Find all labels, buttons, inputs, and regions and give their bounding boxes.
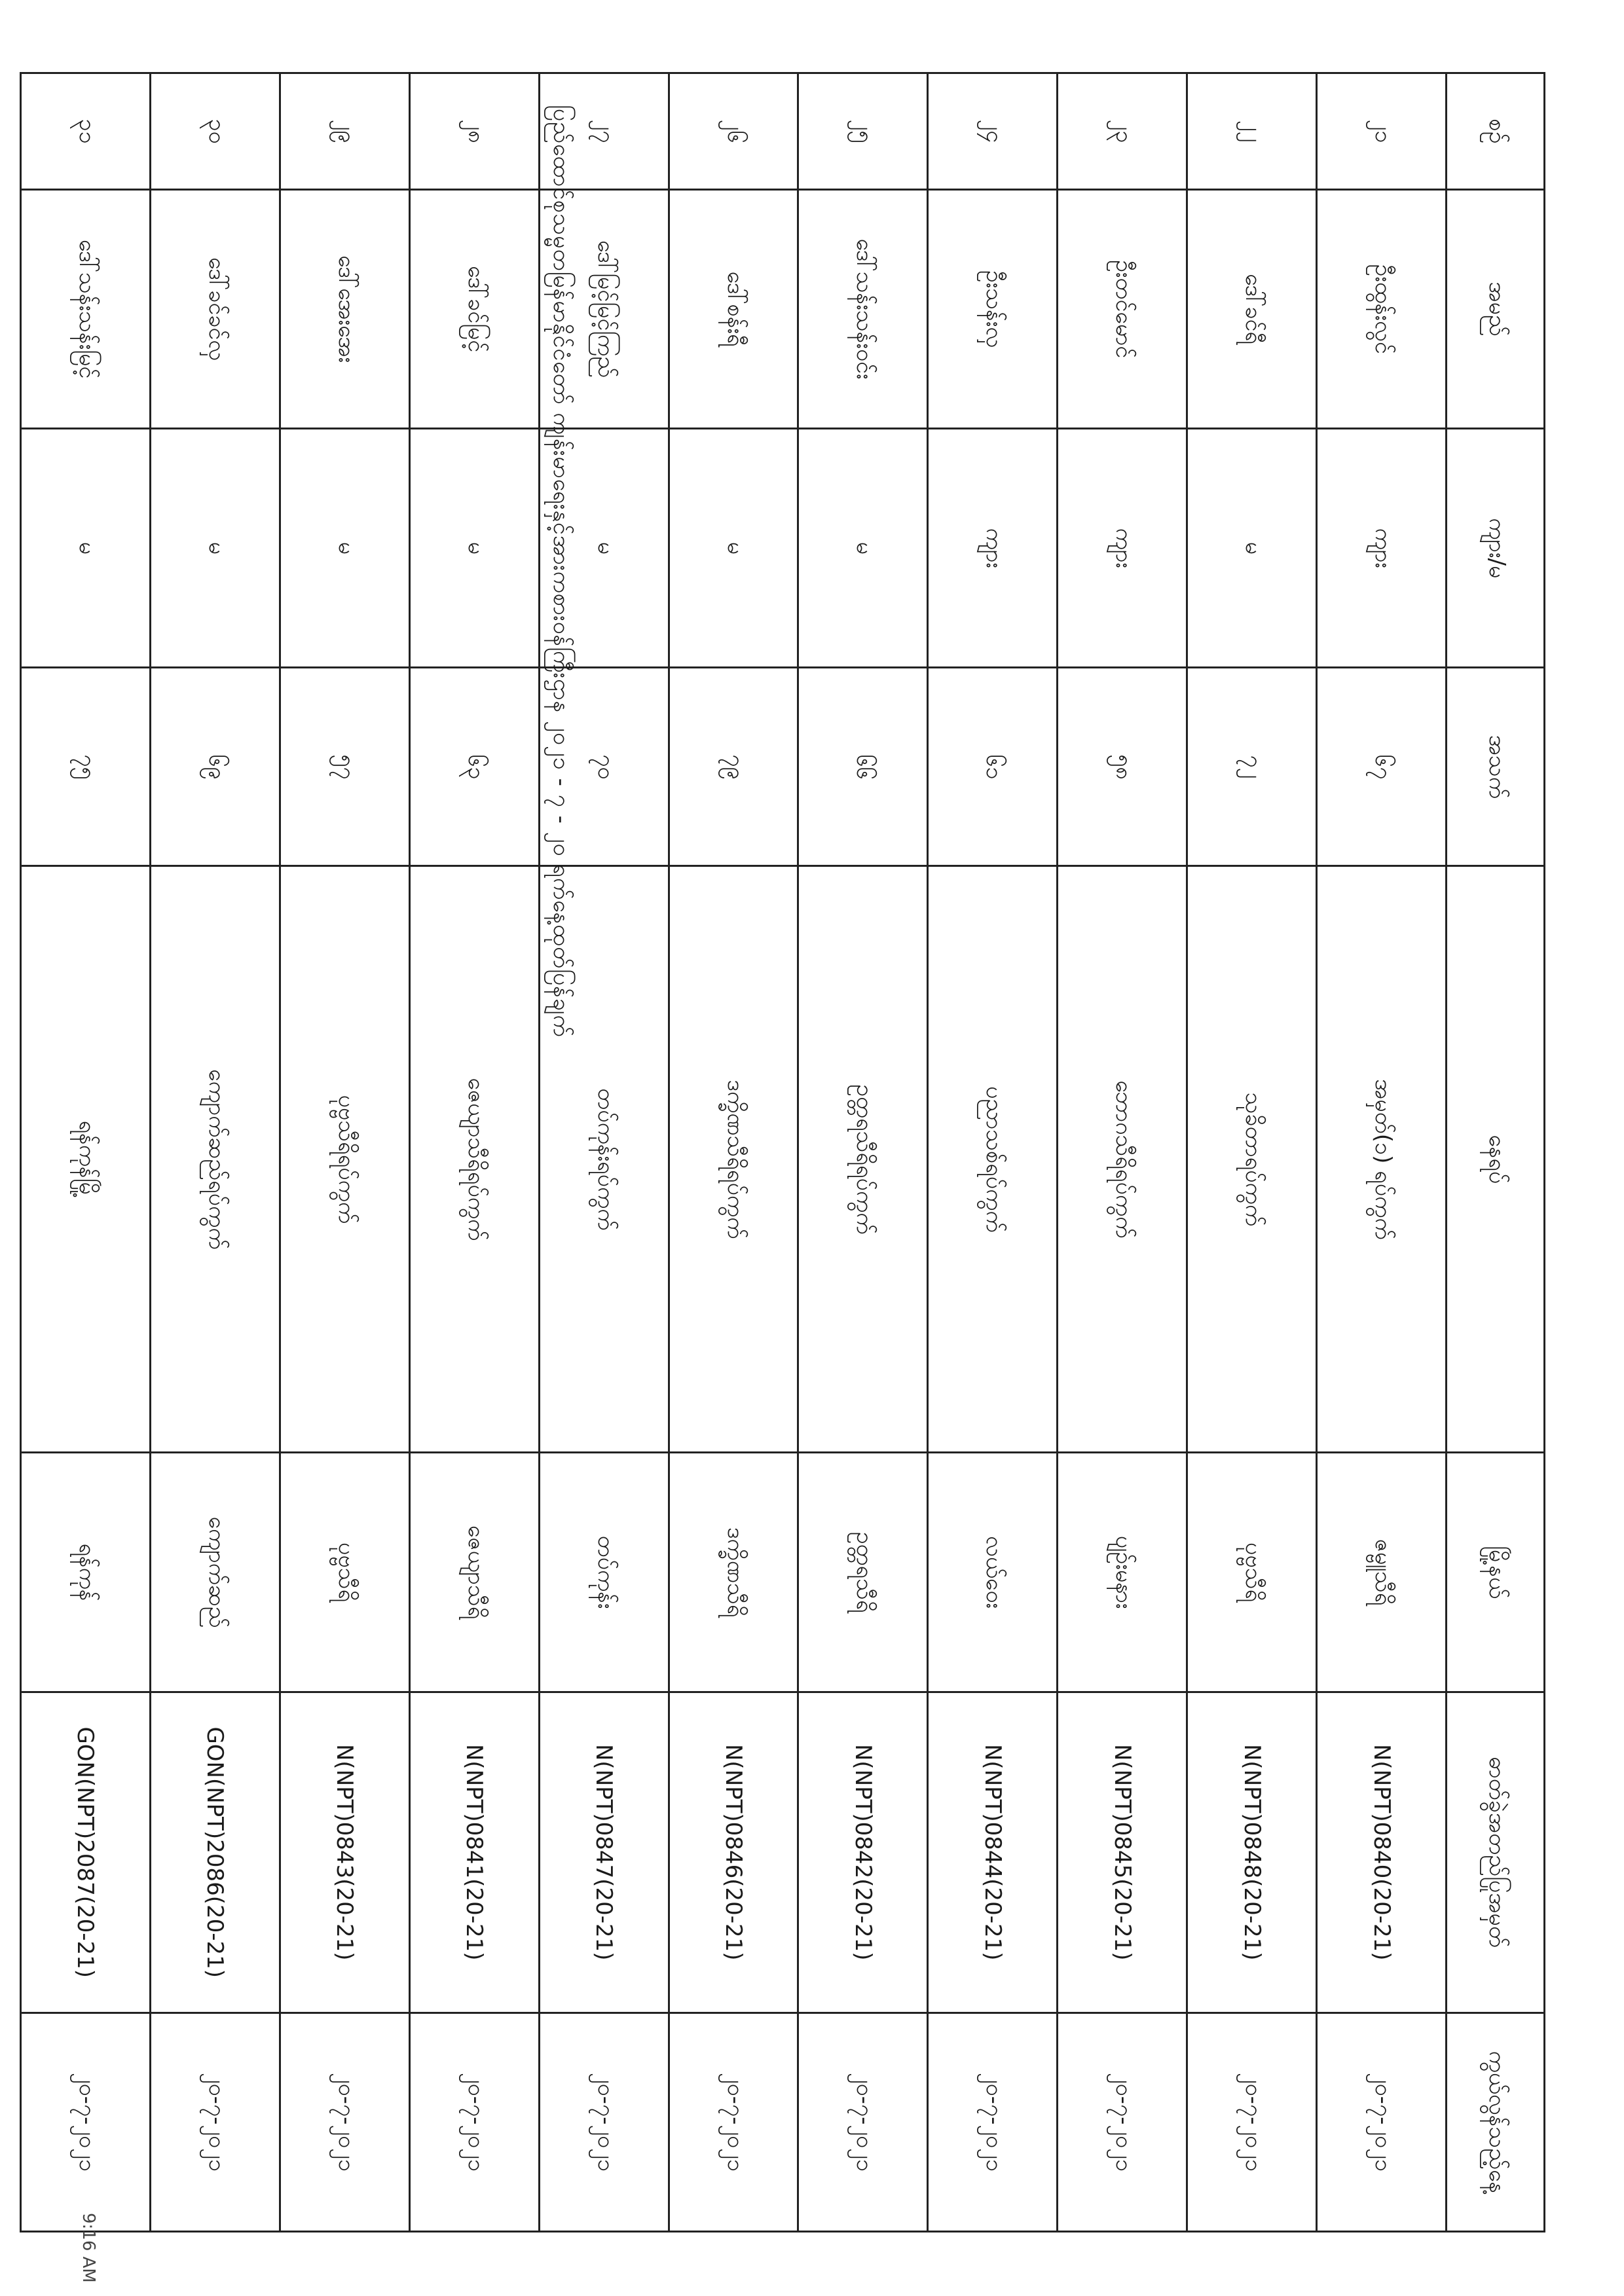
cell-address: ပုဗ္ဗသီရိရပ်ကွက်: [280, 866, 409, 1453]
cell-no: ၂၉: [280, 73, 409, 190]
cell-gender: မ: [409, 429, 539, 668]
cell-case: N(NPT)0841(20-21): [409, 1692, 539, 2013]
cell-address: တပ်ကုန်းရပ်ကွက်: [539, 866, 669, 1453]
cell-gender: မ: [798, 429, 928, 668]
deaths-table: [20, 72, 1545, 2232]
cell-township: ဇေယျာသီရိ: [409, 1453, 539, 1692]
table-row: [1058, 73, 1187, 2232]
column-header-case: ဓာတ်ခွဲအတည်ပြုအမှတ်: [1447, 1692, 1545, 2013]
cell-name: ဦးသန်းလှ: [928, 189, 1058, 428]
column-header-township: မြို့နယ်: [1447, 1453, 1545, 1692]
column-header-age: အသက်: [1447, 668, 1545, 866]
cell-name: ဦးတင်မောင်: [1058, 189, 1187, 428]
table-row: [409, 73, 539, 2232]
cell-name: ဒေါ်သန်းသန်းဝင်း: [798, 189, 928, 428]
table-row: [928, 73, 1058, 2232]
cell-age: ၆၇: [1317, 668, 1447, 866]
cell-case: GON(NPT)2086(20-21): [150, 1692, 280, 2013]
cell-gender: မ: [150, 429, 280, 668]
cell-case: GON(NPT)2087(20-21): [21, 1692, 151, 2013]
cell-township: ဒက္ခိဏသီရိ: [669, 1453, 798, 1692]
cell-date: ၂၀-၇-၂၀၂၁: [669, 2013, 798, 2231]
scan-timestamp: 9:16 AM: [79, 2213, 98, 2283]
cell-date: ၂၀-၇-၂၀၂၁: [928, 2013, 1058, 2231]
table-row: [1187, 73, 1317, 2232]
cell-case: N(NPT)0844(20-21): [928, 1692, 1058, 2013]
cell-age: ၆၁: [928, 668, 1058, 866]
cell-address: ဥတ္တရသီရိရပ်ကွက်: [798, 866, 928, 1453]
cell-date: ၂၀-၇-၂၀၂၁: [150, 2013, 280, 2231]
cell-township: ဇမ္ဗူသီရိ: [1317, 1453, 1447, 1692]
column-header-address: နေရပ်: [1447, 866, 1545, 1453]
column-header-name: အမည်: [1447, 189, 1545, 428]
cell-township: လယ်ဝေး: [928, 1453, 1058, 1692]
cell-case: N(NPT)0840(20-21): [1317, 1692, 1447, 2013]
cell-no: ၂၇: [539, 73, 669, 190]
cell-name: ဒေါ်အေးအေး: [280, 189, 409, 428]
cell-no: ၂၄: [928, 73, 1058, 190]
cell-case: N(NPT)0842(20-21): [798, 1692, 928, 2013]
cell-township: ကျောက်ဆည်: [150, 1453, 280, 1692]
cell-gender: မ: [539, 429, 669, 668]
cell-township: ရန်ကုန်: [21, 1453, 151, 1692]
cell-gender: ကျား: [928, 429, 1058, 668]
cell-age: ၅၈: [1058, 668, 1187, 866]
cell-age: ၇၀: [539, 668, 669, 866]
cell-date: ၂၀-၇-၂၀၂၁: [1187, 2013, 1317, 2231]
cell-address: ကျောက်ဆည်ရပ်ကွက်: [150, 866, 280, 1453]
column-header-no: စဉ်: [1447, 73, 1545, 190]
cell-address: ဘောဂသီရိရပ်ကွက်: [1058, 866, 1187, 1453]
cell-gender: မ: [669, 429, 798, 668]
cell-date: ၂၀-၇-၂၀၂၁: [21, 2013, 151, 2231]
table-row: [21, 73, 151, 2232]
cell-address: ဇေယျာသီရိရပ်ကွက်: [409, 866, 539, 1453]
cell-no: ၃၁: [21, 73, 151, 190]
cell-name: ဒေါ်မြင့်မြင့်ကြည်: [539, 189, 669, 428]
cell-address: ရန်ကုန်မြို့: [21, 866, 151, 1453]
cell-gender: မ: [280, 429, 409, 668]
table-row: [798, 73, 928, 2232]
cell-no: ၂၁: [1317, 73, 1447, 190]
cell-township: ဥတ္တရသီရိ: [798, 1453, 928, 1692]
cell-township: ပုဗ္ဗသီရိ: [280, 1453, 409, 1692]
document-title: ပြည်ထောင်စုသမ္မတမြန်မာနိုင်ငံတော် ကျန်းမာရေးနှင့်အားကစားဝန်ကြီးဌာန ၂၀၂၁ - ၇ - ၂၀ ရက်နေ့ထုတ်ပြန်ချက်: [548, 105, 574, 1038]
cell-age: ၇၉: [669, 668, 798, 866]
cell-date: ၂၀-၇-၂၀၂၁: [539, 2013, 669, 2231]
cell-gender: မ: [1187, 429, 1317, 668]
cell-date: ၂၀-၇-၂၀၂၁: [409, 2013, 539, 2231]
cell-gender: ကျား: [1058, 429, 1187, 668]
cell-gender: မ: [21, 429, 151, 668]
cell-township: တပ်ကုန်း: [539, 1453, 669, 1692]
cell-age: ၇၅: [21, 668, 151, 866]
table-row: [150, 73, 280, 2232]
cell-name: ဒေါ်ခင်မြင့်: [409, 189, 539, 428]
cell-case: N(NPT)0843(20-21): [280, 1692, 409, 2013]
cell-case: N(NPT)0847(20-21): [539, 1692, 669, 2013]
cell-case: N(NPT)0845(20-21): [1058, 1692, 1187, 2013]
cell-no: ၂၆: [669, 73, 798, 190]
column-header-date: ကွယ်လွန်သည့်နေ့: [1447, 2013, 1545, 2231]
cell-date: ၂၀-၇-၂၀၂၁: [1317, 2013, 1447, 2231]
table-row: [669, 73, 798, 2232]
cell-date: ၂၀-၇-၂၀၂၁: [1058, 2013, 1187, 2231]
cell-no: ၃၀: [150, 73, 280, 190]
cell-age: ၅၇: [280, 668, 409, 866]
cell-name: ဒေါ်သန်းသန်းမြင့်: [21, 189, 151, 428]
cell-gender: ကျား: [1317, 429, 1447, 668]
cell-no: ၂၅: [798, 73, 928, 190]
cell-case: N(NPT)0848(20-21): [1187, 1692, 1317, 2013]
cell-no: ၂၂: [1187, 73, 1317, 190]
cell-address: အမှတ်(၁) ရပ်ကွက်: [1317, 866, 1447, 1453]
table-row: [280, 73, 409, 2232]
cell-address: ဒက္ခိဏသီရိရပ်ကွက်: [669, 866, 798, 1453]
table-row: [1317, 73, 1447, 2232]
cell-age: ၆၃: [409, 668, 539, 866]
cell-no: ၂၈: [409, 73, 539, 190]
table-header-row: [1447, 73, 1545, 2232]
cell-township: ပျဉ်းမနား: [1058, 1453, 1187, 1692]
cell-township: ပုဗ္ဗသီရိ: [1187, 1453, 1317, 1692]
cell-name: ဒေါ်ခင်ခင်လှ: [150, 189, 280, 428]
cell-name: ဒေါ်စန်းရီ: [669, 189, 798, 428]
cell-age: ၆၆: [798, 668, 928, 866]
column-header-gender: ကျား/မ: [1447, 429, 1545, 668]
cell-address: ပညာသစ်ရပ်ကွက်: [928, 866, 1058, 1453]
cell-date: ၂၀-၇-၂၀၂၁: [280, 2013, 409, 2231]
cell-no: ၂၃: [1058, 73, 1187, 190]
cell-address: သုခိတာရပ်ကွက်: [1187, 866, 1317, 1453]
cell-age: ၆၉: [150, 668, 280, 866]
cell-name: ဒေါ်ခင်ရီ: [1187, 189, 1317, 428]
cell-case: N(NPT)0846(20-21): [669, 1692, 798, 2013]
cell-name: ဦးထွန်းလွင်: [1317, 189, 1447, 428]
cell-age: ၇၂: [1187, 668, 1317, 866]
cell-date: ၂၀-၇-၂၀၂၁: [798, 2013, 928, 2231]
